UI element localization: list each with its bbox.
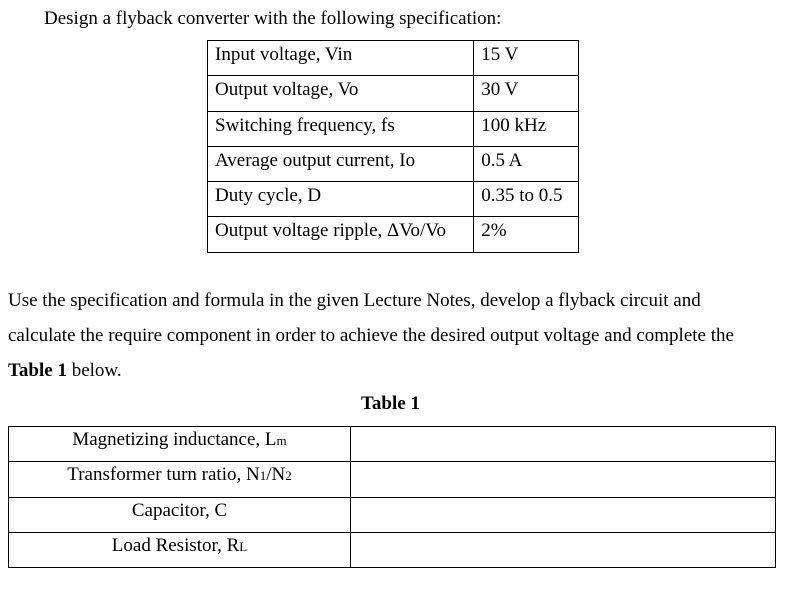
component-label: Load Resistor, RL: [9, 532, 351, 567]
table-reference: Table 1: [8, 360, 67, 381]
answer-cell-magnetizing-inductance[interactable]: [351, 427, 776, 462]
spec-value: 0.35 to 0.5: [474, 182, 579, 217]
spec-label: Output voltage, Vo: [208, 76, 474, 111]
table-row: [9, 532, 776, 567]
answer-cell-turn-ratio[interactable]: [351, 462, 776, 497]
answer-cell-capacitor[interactable]: [351, 497, 776, 532]
table-row: [9, 497, 776, 532]
spec-value: 100 kHz: [474, 111, 579, 146]
instructions-line-3: [8, 353, 793, 388]
component-label: Magnetizing inductance, Lm: [9, 427, 351, 462]
spec-label: Input voltage, Vin: [208, 41, 474, 76]
table-row: [208, 182, 579, 217]
spec-value: 0.5 A: [474, 146, 579, 181]
specification-table: [207, 40, 579, 253]
spec-value: 15 V: [474, 41, 579, 76]
table-row: [208, 217, 579, 252]
component-label: Transformer turn ratio, N1/N2: [9, 462, 351, 497]
table-row: [9, 427, 776, 462]
table-row: [208, 146, 579, 181]
instructions-line-2: calculate the require component in order to achieve the desired output voltage and complete the: [8, 325, 734, 346]
results-table: [8, 426, 776, 568]
spec-label: Duty cycle, D: [208, 182, 474, 217]
spec-label: Switching frequency, fs: [208, 111, 474, 146]
table-caption: Table 1: [361, 393, 420, 414]
table-row: [208, 76, 579, 111]
table-row: [9, 462, 776, 497]
answer-cell-load-resistor[interactable]: [351, 532, 776, 567]
spec-value: 2%: [474, 217, 579, 252]
spec-value: 30 V: [474, 76, 579, 111]
component-label: Capacitor, C: [9, 497, 351, 532]
spec-label: Output voltage ripple, ΔVo/Vo: [208, 217, 474, 252]
problem-heading: Design a flyback converter with the following specification:: [44, 8, 502, 29]
instructions-paragraph: [8, 283, 793, 388]
instructions-line-1: Use the specification and formula in the given Lecture Notes, develop a flyback circuit and: [8, 290, 701, 311]
instructions-line-3-rest: below.: [66, 360, 122, 381]
table-row: [208, 111, 579, 146]
spec-label: Average output current, Io: [208, 146, 474, 181]
table-row: [208, 41, 579, 76]
